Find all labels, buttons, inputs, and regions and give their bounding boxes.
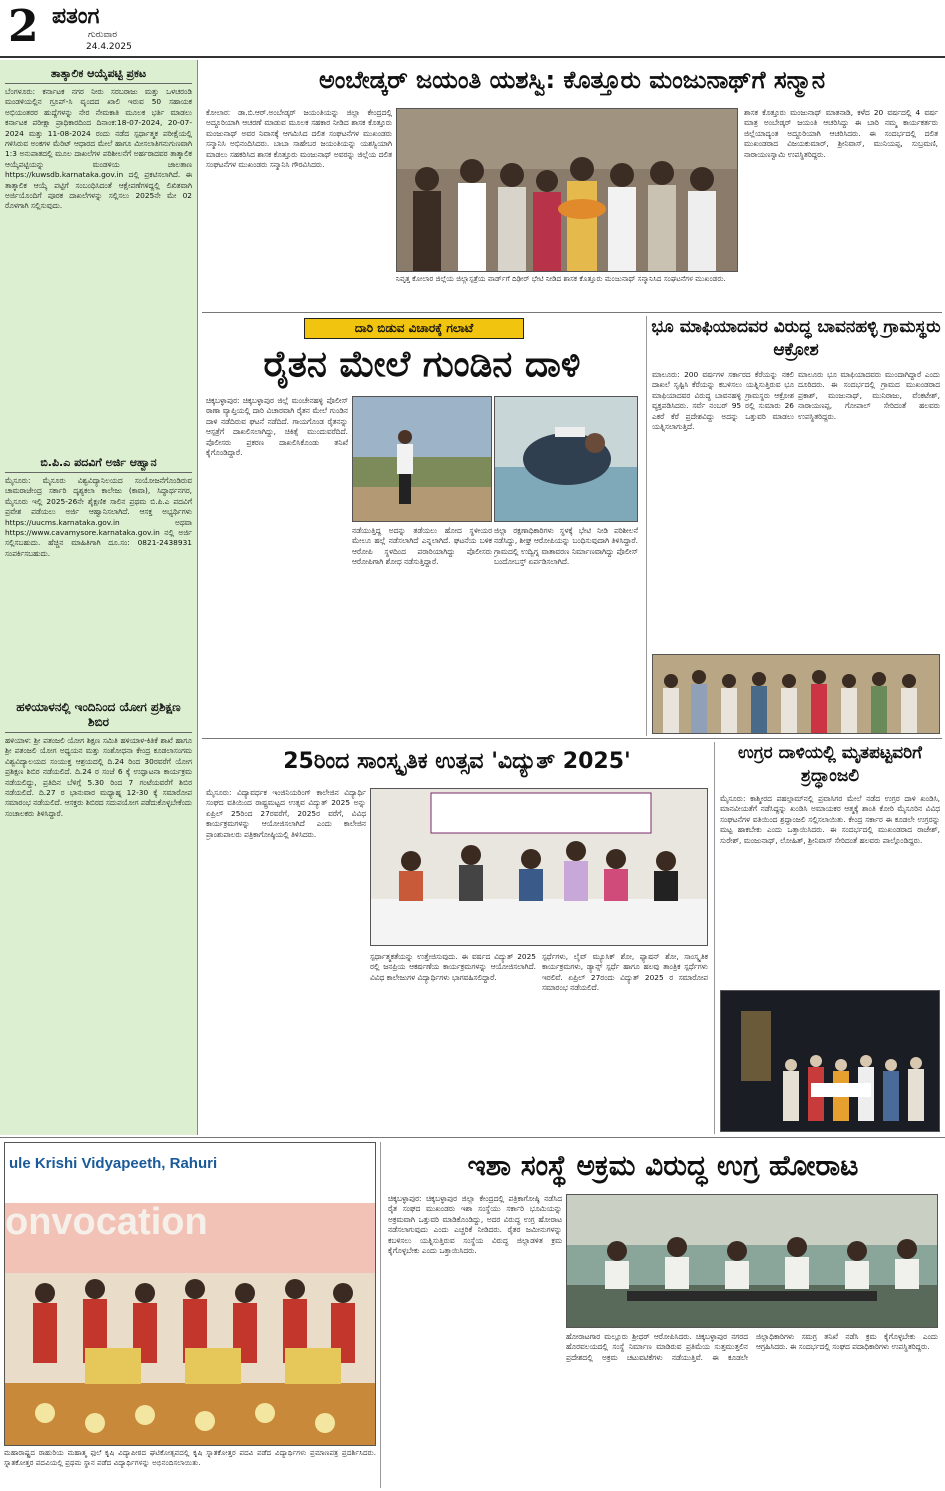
- story-body: ಚಿಕ್ಕಬಳ್ಳಾಪುರ: ಚಿಕ್ಕಬಳ್ಳಾಪುರ ಜಿಲ್ಲೆ ಮಂಚೇನಹಳ್ಳಿ ಪೊಲೀಸ್ ಠಾಣಾ ವ್ಯಾಪ್ತಿಯಲ್ಲಿ ದಾರಿ ವಿಚಾರವಾಗಿ ರೈತನ ಮೇಲೆ ಗುಂಡಿನ ದಾಳಿ ನಡೆದಿರುವ ಘಟನೆ ನಡೆದಿದೆ. ಗಾಯಗೊಂಡ ರೈತನನ್ನು ಆಸ್ಪತ್ರೆಗೆ ದಾಖಲಿಸಲಾಗಿದ್ದು, ಚಿಕಿತ್ಸೆ ಮುಂದುವರೆದಿದೆ. ಪೊಲೀಸರು ಪ್ರಕರಣ ದಾಖಲಿಸಿಕೊಂಡು ತನಿಖೆ ಕೈಗೊಂಡಿದ್ದಾರೆ.: [206, 396, 348, 458]
- story-land-mafia: [650, 316, 942, 736]
- villagers-photo: [652, 654, 940, 734]
- story-body: ಮೈಸೂರು: ಕಾಶ್ಮೀರದ ಪಹಲ್ಗಾಮ್‌ನಲ್ಲಿ ಪ್ರವಾಸಿಗರ ಮೇಲೆ ನಡೆದ ಉಗ್ರರ ದಾಳಿ ಖಂಡಿಸಿ, ಮಾನವೀಯತೆಗೆ ನಡೆಸಿದ್ದನ್ನು ಖಂಡಿಸಿ ಅಮಾಯಕರ ಆತ್ಮಕ್ಕೆ ಶಾಂತಿ ಕೋರಿ ಮೈಸೂರಿನ ವಿವಿಧ ಸಂಘಟನೆಗಳ ವತಿಯಿಂದ ಶ್ರದ್ಧಾಂಜಲಿ ಸಲ್ಲಿಸಲಾಯಿತು. ಕೇಂದ್ರ ಸರ್ಕಾರ ಈ ಕೂಡಲೇ ಉಗ್ರರನ್ನು ಮಟ್ಟ ಹಾಕಬೇಕು ಎಂದು ಒತ್ತಾಯಿಸಿದರು. ಈ ಸಂದರ್ಭದಲ್ಲಿ ಮುಖಂಡರಾದ ರಾಜೇಶ್, ಸುರೇಶ್, ಮಂಜುನಾಥ್, ಲೋಹಿತ್, ಶ್ರೀನಿವಾಸ್ ಸೇರಿದಂತೆ ಹಲವರು ಪಾಲ್ಗೊಂಡಿದ್ದರು.: [720, 794, 940, 845]
- brief-heading: ಬಿ.ಪಿ.ಎ ಪದವಿಗೆ ಅರ್ಜಿ ಆಹ್ವಾನ: [5, 456, 192, 473]
- story-vidyut: [202, 742, 712, 1134]
- standing-man-photo: [352, 396, 492, 522]
- paper-day: ಗುರುವಾರ: [88, 30, 118, 40]
- story-body: ಮಾಲೂರು: 200 ವರ್ಷಗಳ ಸರ್ಕಾರದ ಕೆರೆಯನ್ನು ನಕಲಿ ದಾಖಲೆ ಸೃಷ್ಟಿಸಿ ಕೆರೆಯನ್ನು ಕಬಳಿಸಲು ಯತ್ನಿಸುತ್ತಿರುವ ಭೂ ಮಾಫಿಯಾದವರ ವಿರುದ್ಧ ಬಾವನಹಳ್ಳಿ ಗ್ರಾಮಸ್ಥರು ಆಕ್ರೋಶ ವ್ಯಕ್ತಪಡಿಸಿದರು. ಸರ್ವೆ ನಂಬರ್ 95 ರಲ್ಲಿ ಸುಮಾರು 26 ಎಕರೆ ಕೆರೆ ಪ್ರದೇಶವಿದ್ದು ಅದನ್ನು ಒತ್ತುವರಿ ಮಾಡಲು ಯತ್ನಿಸಲಾಗುತ್ತಿದೆ.: [652, 370, 794, 432]
- hospital-photo: [494, 396, 638, 522]
- divider: [714, 742, 715, 1134]
- story-body: ಮಾಲೂರು ಭೂ ಮಾಫಿಯಾದವರು ಮುಂದಾಗಿದ್ದಾರೆ ಎಂದು ದೂರಿದರು. ಈ ಸಂದರ್ಭದಲ್ಲಿ ಗ್ರಾಮದ ಮುಖಂಡರಾದ ಪ್ರಕಾಶ್, ಮಂಜುನಾಥ್, ಮುನಿರಾಜು, ವೆಂಕಟೇಶ್, ನಾರಾಯಣಪ್ಪ, ಗೋಪಾಲ್ ಸೇರಿದಂತೆ ಹಲವರು ಉಪಸ್ಥಿತರಿದ್ದರು.: [798, 370, 940, 421]
- photo-caption: ಮಹಾರಾಷ್ಟ್ರದ ರಾಹುರಿಯ ಮಹಾತ್ಮ ಫುಲೆ ಕೃಷಿ ವಿದ್ಯಾಪೀಠದ ಘಟಿಕೋತ್ಸವದಲ್ಲಿ ಕೃಷಿ ಸ್ನಾತಕೋತ್ತರ ಪದವಿ ಪಡೆದ ವಿದ್ಯಾರ್ಥಿಗಳು ಪ್ರಮಾಣಪತ್ರ ಪ್ರದರ್ಶಿಸಿದರು. ಸ್ನಾತಕೋತ್ತರ ಪದವಿಯಲ್ಲಿ ಪ್ರಥಮ ಸ್ಥಾನ ಪಡೆದ ವಿದ್ಯಾರ್ಥಿಗಳನ್ನು ಅಭಿನಂದಿಸಲಾಯಿತು.: [4, 1448, 376, 1467]
- story-body: ಶಾಸಕ ಕೊತ್ತೂರು ಮಂಜುನಾಥ್ ಮಾತನಾಡಿ, ಕಳೆದ 20 ವರ್ಷದಲ್ಲಿ 4 ವರ್ಷ ಮಾತ್ರ ಅಂಬೇಡ್ಕರ್ ಜಯಂತಿ ಆಚರಿಸಿದ್ದು ಈ ಬಾರಿ ನಮ್ಮ ಕಾರ್ಯಕರ್ತರು ಜಿಲ್ಲೆಯಾದ್ಯಂತ ಅದ್ದೂರಿಯಾಗಿ ಆಚರಿಸಿದರು. ಈ ಸಂದರ್ಭದಲ್ಲಿ ದಲಿತ ಮುಖಂಡರಾದ ವಿಜಯಕುಮಾರ್, ಶ್ರೀನಿವಾಸ್, ಮುನಿಯಪ್ಪ, ಸುಬ್ರಮಣಿ, ನಾರಾಯಣಸ್ವಾಮಿ ಉಪಸ್ಥಿತರಿದ್ದರು.: [744, 108, 938, 159]
- headline: 25ರಿಂದ ಸಾಂಸ್ಕೃತಿಕ ಉತ್ಸವ 'ವಿದ್ಯುತ್ 2025': [283, 749, 631, 774]
- paper-name: ಪತಂಗ: [52, 4, 100, 29]
- story-body: ಹೋರಾಟಗಾರ ಮಲ್ಲೂರು ಶ್ರೀಧರ್ ಆರೋಪಿಸಿದರು. ಚಿಕ್ಕಬಳ್ಳಾಪುರ ನಗರದ ಹೊರವಲಯದಲ್ಲಿ ಸಂಸ್ಥೆ ನಿರ್ಮಾಣ ಮಾಡಿರುವ ಪ್ರತಿಮೆಯ ಸುತ್ತಮುತ್ತಲಿನ ಪ್ರದೇಶದಲ್ಲಿ ಅಕ್ರಮ ಚಟುವಟಿಕೆಗಳು ನಡೆಯುತ್ತಿವೆ. ಈ ಕೂಡಲೇ ಜಿಲ್ಲಾಧಿಕಾರಿಗಳು ಸಮಗ್ರ ತನಿಖೆ ನಡೆಸಿ ಕ್ರಮ ಕೈಗೊಳ್ಳಬೇಕು ಎಂದು ಆಗ್ರಹಿಸಿದರು. ಈ ಸಂದರ್ಭದಲ್ಲಿ ಸಂಘದ ಪದಾಧಿಕಾರಿಗಳು ಉಪಸ್ಥಿತರಿದ್ದರು.: [566, 1332, 938, 1362]
- story-body: ಸ್ಪರ್ಧಾತ್ಮಕತೆಯನ್ನು ಉತ್ತೇಜಿಸುವುದು. ಈ ವರ್ಷದ ವಿದ್ಯುತ್ 2025 ರಲ್ಲಿ ಜನಪ್ರಿಯ ಆಕರ್ಷಣೆಯ ಕಾರ್ಯಕ್ರಮಗಳನ್ನು ಆಯೋಜಿಸಲಾಗಿದೆ. ವಿವಿಧ ಕಾಲೇಜುಗಳ ವಿದ್ಯಾರ್ಥಿಗಳು ಭಾಗವಹಿಸಲಿದ್ದಾರೆ.: [370, 952, 536, 982]
- story-body: ಚಿಕ್ಕಬಳ್ಳಾಪುರ: ಚಿಕ್ಕಬಳ್ಳಾಪುರ ಜಿಲ್ಲಾ ಕೇಂದ್ರದಲ್ಲಿ ಪತ್ರಿಕಾಗೋಷ್ಠಿ ನಡೆಸಿದ ರೈತ ಸಂಘದ ಮುಖಂಡರು ಇಶಾ ಸಂಸ್ಥೆಯು ಸರ್ಕಾರಿ ಭೂಮಿಯನ್ನು ಅಕ್ರಮವಾಗಿ ಒತ್ತುವರಿ ಮಾಡಿಕೊಂಡಿದ್ದು, ಅದರ ವಿರುದ್ಧ ಉಗ್ರ ಹೋರಾಟ ನಡೆಸಲಾಗುವುದು ಎಂದು ಎಚ್ಚರಿಕೆ ನೀಡಿದರು. ರೈತರ ಜಮೀನುಗಳನ್ನು ಕಬಳಿಸಲು ಯತ್ನಿಸುತ್ತಿರುವ ಸಂಸ್ಥೆಯ ವಿರುದ್ಧ ಜಿಲ್ಲಾಡಳಿತ ಕ್ರಮ ಕೈಗೊಳ್ಳಬೇಕು ಎಂದು ಒತ್ತಾಯಿಸಿದರು.: [388, 1194, 562, 1256]
- story-isha: [384, 1142, 942, 1488]
- photo-caption: ನಿವೃತ್ತ ಕೋಲಾರ ಜಿಲ್ಲೆಯ ಜಿಲ್ಲಾಸ್ಪತ್ರೆಯ ವಾರ್ಡ್‌ಗೆ ದಿಢೀರ್ ಭೇಟಿ ನೀಡಿದ ಶಾಸಕ ಕೊತ್ತೂರು ಮಂಜುನಾಥ್ ಸನ್ಮಾನಿಸಿದ ಸಂಘಟನೆಗಳ ಮುಖಂಡರು.: [396, 274, 726, 283]
- headline: ಅಂಬೇಡ್ಕರ್ ಜಯಂತಿ ಯಶಸ್ವಿ: ಕೊತ್ತೂರು ಮಂಜುನಾಥ್‌ಗೆ ಸನ್ಮಾನ: [318, 66, 826, 94]
- story-body: ಕೋಲಾರ: ಡಾ.ಬಿ.ಆರ್.ಅಂಬೇಡ್ಕರ್ ಜಯಂತಿಯನ್ನು ಜಿಲ್ಲಾ ಕೇಂದ್ರದಲ್ಲಿ ಅದ್ದೂರಿಯಾಗಿ ಆಚರಣೆ ಮಾಡುವ ಮೂಲಕ ಸಹಕಾರ ನೀಡಿದ ಶಾಸಕ ಕೊತ್ತೂರು ಮಂಜುನಾಥ್ ಅವರ ನಿವಾಸಕ್ಕೆ ಆಗಮಿಸಿದ ದಲಿತ ಸಂಘಟನೆಗಳ ಮುಖಂಡರು ಸನ್ಮಾನಿಸಿ ಅಭಿನಂದಿಸಿದರು. ಬಾಬಾ ಸಾಹೇಬರ ಜಯಂತಿಯನ್ನು ಯಶಸ್ವಿಯಾಗಿ ಮಾಡಲು ಸಹಕರಿಸಿದ ಶಾಸಕ ಕೊತ್ತೂರು ಮಂಜುನಾಥ್ ಅವರನ್ನು ಜಿಲ್ಲೆಯ ದಲಿತ ಸಂಘಟನೆಗಳ ಮುಖಂಡರು ಸನ್ಮಾನಿಸಿ ಗೌರವಿಸಿದರು.: [206, 108, 392, 170]
- story-body: ಮೈಸೂರು: ವಿದ್ಯಾವರ್ಧಕ ಇಂಜಿನಿಯರಿಂಗ್ ಕಾಲೇಜಿನ ವಿದ್ಯಾರ್ಥಿ ಸಂಘದ ವತಿಯಿಂದ ರಾಷ್ಟ್ರಮಟ್ಟದ ಉತ್ಸವ ವಿದ್ಯುತ್ 2025 ಅನ್ನು ಏಪ್ರಿಲ್ 25ರಿಂದ 27ರವರೆಗೆ, 2025ರ ವರೆಗೆ, ವಿವಿಧ ಕಾರ್ಯಕ್ರಮಗಳನ್ನು ಆಯೋಜಿಸಲಾಗಿದೆ ಎಂದು ಕಾಲೇಜಿನ ಪ್ರಾಂಶುಪಾಲರು ಪತ್ರಿಕಾಗೋಷ್ಠಿಯಲ್ಲಿ ತಿಳಿಸಿದರು.: [206, 788, 366, 839]
- felicitation-photo: [396, 108, 738, 272]
- story-ambedkar: [202, 60, 942, 310]
- paper-date: 24.4.2025: [86, 42, 132, 52]
- candle-vigil-photo: [720, 990, 940, 1132]
- divider: [202, 312, 942, 313]
- masthead: [0, 0, 945, 58]
- story-body: ನಡೆಯುತ್ತಿದ್ದ ಅದನ್ನು ತಡೆಯಲು ಹೋದ ಸ್ಥಳೀಯರ ಮೇಲೂ ಹಲ್ಲೆ ನಡೆಸಲಾಗಿದೆ ಎನ್ನಲಾಗಿದೆ. ಘಟನೆಯ ಬಳಿಕ ಆರೋಪಿ ಸ್ಥಳದಿಂದ ಪರಾರಿಯಾಗಿದ್ದು ಪೊಲೀಸರು ಆರೋಪಿಗಾಗಿ ಶೋಧ ನಡೆಸುತ್ತಿದ್ದಾರೆ.: [352, 526, 492, 567]
- story-body: ಸ್ಪರ್ಧೆಗಳು, ಲೈವ್ ಮ್ಯೂಸಿಕ್ ಶೋ, ಫ್ಯಾಷನ್ ಶೋ, ಸಾಂಸ್ಕೃತಿಕ ಕಾರ್ಯಕ್ರಮಗಳು, ಡ್ಯಾನ್ಸ್ ಸ್ಪರ್ಧೆ ಹಾಗೂ ಹಲವು ತಾಂತ್ರಿಕ ಸ್ಪರ್ಧೆಗಳು ಇರಲಿವೆ. ಏಪ್ರಿಲ್ 27ರಂದು ವಿದ್ಯುತ್ 2025 ರ ಸಮಾರೋಪ ಸಮಾರಂಭ ನಡೆಯಲಿದೆ.: [542, 952, 708, 993]
- press-conference-photo: [566, 1194, 938, 1328]
- story-tribute: [718, 742, 942, 1134]
- banner-word: onvocation: [5, 1201, 208, 1243]
- convocation-photo: [4, 1142, 376, 1446]
- brief-text: ಹಳಿಯಾಳ: ಶ್ರೀ ಪತಂಜಲಿ ಯೋಗ ಶಿಕ್ಷಣ ಸಮಿತಿ ಹಳಿಯಾಳ-ಕಿತಿಕೆ ಶಾಖೆ ಹಾಗೂ ಶ್ರೀ ಪತಂಜಲಿ ಯೋಗ ಅಧ್ಯಯನ ಮತ್ತು ಸಂಶೋಧನಾ ಕೇಂದ್ರ ಕೂಡಲಾಸಂಗಮ ವಿಶ್ವವಿದ್ಯಾಲಯದ ಸಂಯುಕ್ತ ಆಶ್ರಯದಲ್ಲಿ ದಿ.24 ರಿಂದ 30ರವರೆಗೆ ಯೋಗ ಪ್ರಶಿಕ್ಷಣ ಶಿಬಿರ ನಡೆಯಲಿದೆ. ದಿ.24 ರ ಸಂಜೆ 6 ಕ್ಕೆ ಉದ್ಘಾಟನಾ ಕಾರ್ಯಕ್ರಮ ನಡೆಯಲಿದ್ದು, ಪ್ರತಿದಿನ ಬೆಳಿಗ್ಗೆ 5.30 ರಿಂದ 7 ಗಂಟೆಯವರೆಗೆ ಶಿಬಿರ ನಡೆಯಲಿದೆ. ದಿ.27 ರ ಭಾನುವಾರ ಮಧ್ಯಾಹ್ನ 12-30 ಕ್ಕೆ ಸಮಾರೋಪ ಸಮಾರಂಭ ನಡೆಯಲಿದೆ. ಆಸಕ್ತರು ಶಿಬಿರದ ಸದುಪಯೋಗ ಪಡೆದುಕೊಳ್ಳಬೇಕೆಂದು ಸಂಚಾಲಕರು ತಿಳಿಸಿದ್ದಾರೆ.: [5, 736, 192, 818]
- page-number: 2: [8, 1, 39, 52]
- banner-text: ule Krishi Vidyapeeth, Rahuri: [9, 1155, 218, 1172]
- divider: [646, 316, 647, 736]
- story-body: ಜಿಲ್ಲಾ ರಕ್ಷಣಾಧಿಕಾರಿಗಳು ಸ್ಥಳಕ್ಕೆ ಭೇಟಿ ನೀಡಿ ಪರಿಶೀಲನೆ ನಡೆಸಿದ್ದು, ಶೀಘ್ರ ಆರೋಪಿಯನ್ನು ಬಂಧಿಸುವುದಾಗಿ ತಿಳಿಸಿದ್ದಾರೆ. ಗ್ರಾಮದಲ್ಲಿ ಉದ್ವಿಗ್ನ ವಾತಾವರಣ ನಿರ್ಮಾಣವಾಗಿದ್ದು ಪೊಲೀಸ್ ಬಂದೋಬಸ್ತ್ ಏರ್ಪಡಿಸಲಾಗಿದೆ.: [494, 526, 638, 567]
- kicker-tag: ದಾರಿ ಬಿಡುವ ವಿಚಾರಕ್ಕೆ ಗಲಾಟೆ: [304, 318, 524, 339]
- divider: [0, 1137, 945, 1138]
- brief-heading: ತಾತ್ಕಾಲಿಕ ಆಯ್ಕೆಪಟ್ಟಿ ಪ್ರಕಟ: [5, 67, 192, 84]
- headline: ಇಶಾ ಸಂಸ್ಥೆ ಅಕ್ರಮ ವಿರುದ್ಧ ಉಗ್ರ ಹೋರಾಟ: [467, 1149, 859, 1182]
- headline: ಉಗ್ರರ ದಾಳಿಯಲ್ಲಿ ಮೃತಪಟ್ಟವರಿಗೆ ಶ್ರದ್ಧಾಂಜಲಿ: [738, 743, 922, 786]
- brief-heading: ಹಳಿಯಾಳನಲ್ಲಿ ಇಂದಿನಿಂದ ಯೋಗ ಪ್ರಶಿಕ್ಷಣ ಶಿಬಿರ: [5, 700, 192, 733]
- headline: ಭೂ ಮಾಫಿಯಾದವರ ವಿರುದ್ಧ ಬಾವನಹಳ್ಳಿ ಗ್ರಾಮಸ್ಥರು ಆಕ್ರೋಶ: [651, 317, 941, 360]
- press-meet-photo: [370, 788, 708, 946]
- brief-text: ಮೈಸೂರು: ಮೈಸೂರು ವಿಶ್ವವಿದ್ಯಾನಿಲಯದ ಸಂಯೋಜನೆಗೊಂಡಿರುವ ಚಾಮರಾಜೇಂದ್ರ ಸರ್ಕಾರಿ ದೃಶ್ಯಕಲಾ ಕಾಲೇಜು (ಕಾವಾ), ಸಿದ್ಧಾರ್ಥನಗರ, ಮೈಸೂರು ಇಲ್ಲಿ 2025-26ನೇ ಶೈಕ್ಷಣಿಕ ಸಾಲಿನ ಪ್ರಥಮ ಬಿ.ಪಿ.ಎ ಪದವಿಗೆ ಪ್ರವೇಶ ಪಡೆಯಲು ಅರ್ಜಿ ಆಹ್ವಾನಿಸಲಾಗಿದೆ. ಆಸಕ್ತ ಅಭ್ಯರ್ಥಿಗಳು https://uucms.karnataka.gov.in ಅಥವಾ https://www.cavamysore.karnataka.gov.in ನಲ್ಲಿ ಅರ್ಜಿ ಸಲ್ಲಿಸಬಹುದು. ಹೆಚ್ಚಿನ ಮಾಹಿತಿಗಾಗಿ ದೂ.ಸಂ: 0821-2438931 ಸಂಪರ್ಕಿಸಬಹುದು.: [5, 476, 192, 558]
- story-farmer: [202, 340, 642, 735]
- brief-text: ಬೆಂಗಳೂರು: ಕರ್ನಾಟಕ ನಗರ ನೀರು ಸರಬರಾಜು ಮತ್ತು ಒಳಚರಂಡಿ ಮಂಡಳಿಯಲ್ಲಿನ ಗ್ರೂಪ್-ಸಿ ವೃಂದದ ಖಾಲಿ ಇರುವ 50 ಸಹಾಯಕ ಅಭಿಯಂತರರ ಹುದ್ದೆಗಳನ್ನು ನೇರ ನೇಮಕಾತಿ ಮೂಲಕ ಭರ್ತಿ ಮಾಡಲು ಕರ್ನಾಟಕ ಪರೀಕ್ಷಾ ಪ್ರಾಧಿಕಾರದಿಂದ ದಿನಾಂಕ:18-07-2024, 20-07-2024 ಮತ್ತು 11-08-2024 ರಂದು ನಡೆದ ಸ್ಪರ್ಧಾತ್ಮಕ ಪರೀಕ್ಷೆಯಲ್ಲಿ ಗಳಿಸಿರುವ ಅಂಕಗಳ ಮೆರಿಟ್ ಆಧಾರದ ಮೇಲೆ ಹಾಗೂ ಮೀಸಲಾತಿಗನುಗುಣವಾಗಿ 1:3 ಅನುಪಾತದಲ್ಲಿ ಮೂಲ ದಾಖಲೆಗಳ ಪರಿಶೀಲನೆಗೆ ಅರ್ಹರಾದವರ ತಾತ್ಕಾಲಿಕ ಆಯ್ಕೆಪಟ್ಟಿಯನ್ನು ಮಂಡಳಿಯ ಜಾಲತಾಣ https://kuwsdb.karnataka.gov.in ದಲ್ಲಿ ಪ್ರಕಟಿಸಲಾಗಿದೆ. ಈ ತಾತ್ಕಾಲಿಕ ಆಯ್ಕೆ ಪಟ್ಟಿಗೆ ಸಂಬಂಧಿಸಿದಂತೆ ಆಕ್ಷೇಪಣೆಗಳಿದ್ದಲ್ಲಿ ಲಿಖಿತವಾಗಿ ಅರ್ಜಿಯೊಂದಿಗೆ ಪೂರಕ ದಾಖಲೆಗಳನ್ನು ಸಲ್ಲಿಸಲು 2025ನೇ ಮೇ 02 ರೊಳಗಾಗಿ ಸಲ್ಲಿಸುವುದು.: [5, 87, 192, 211]
- left-briefs-column: [0, 60, 198, 1135]
- divider: [202, 738, 942, 739]
- headline: ರೈತನ ಮೇಲೆ ಗುಂಡಿನ ದಾಳಿ: [263, 344, 581, 385]
- divider: [380, 1142, 381, 1488]
